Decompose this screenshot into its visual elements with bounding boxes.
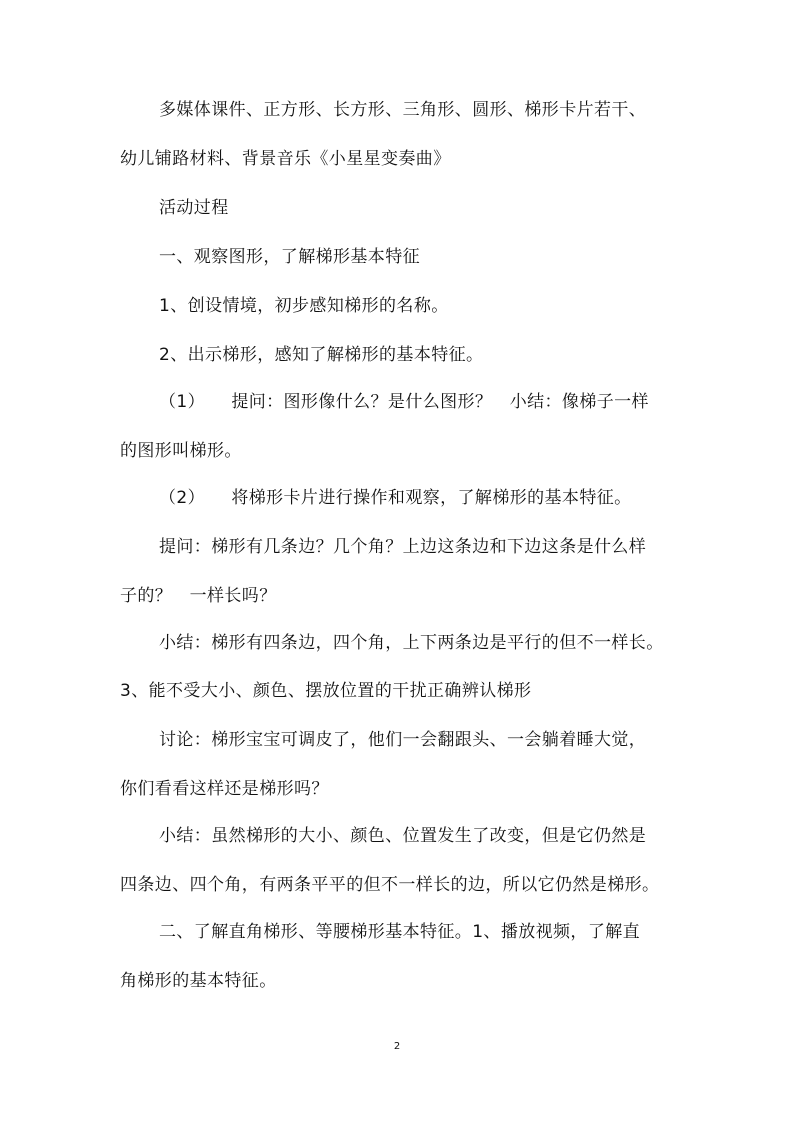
text-line: 一、观察图形，了解梯形基本特征 [159, 247, 420, 267]
text-line: 小结：梯形有四条边，四个角，上下两条边是平行的但不一样长。 [159, 633, 664, 653]
text-line: 3、能不受大小、颜色、摆放位置的干扰正确辨认梯形 [120, 681, 532, 701]
text-line: 2、出示梯形，感知了解梯形的基本特征。 [159, 345, 484, 365]
text-line: 讨论：梯形宝宝可调皮了，他们一会翻跟头、一会躺着睡大觉， [159, 730, 647, 750]
text-line: （1） 提问：图形像什么？是什么图形？ 小结：像梯子一样 [159, 392, 649, 412]
text-line: 活动过程 [159, 198, 229, 218]
text-line: 多媒体课件、正方形、长方形、三角形、圆形、梯形卡片若干、 [159, 100, 647, 120]
text-line: 提问：梯形有几条边？几个角？上边这条边和下边这条是什么样 [159, 537, 647, 557]
text-line: 小结：虽然梯形的大小、颜色、位置发生了改变，但是它仍然是 [159, 826, 647, 846]
text-line: 1、创设情境，初步感知梯形的名称。 [159, 296, 449, 316]
text-line: 二、了解直角梯形、等腰梯形基本特征。1、播放视频，了解直 [159, 922, 641, 942]
text-line: 角梯形的基本特征。 [120, 971, 277, 991]
text-line: 你们看看这样还是梯形吗？ [120, 779, 329, 799]
text-line: 四条边、四个角，有两条平平的但不一样长的边，所以它仍然是梯形。 [120, 875, 660, 895]
page-number: 2 [393, 1041, 401, 1052]
text-line: （2） 将梯形卡片进行操作和观察，了解梯形的基本特征。 [159, 488, 632, 508]
text-line: 的图形叫梯形。 [120, 441, 242, 461]
text-line: 子的？ 一样长吗？ [120, 586, 277, 606]
text-line: 幼儿铺路材料、背景音乐《小星星变奏曲》 [120, 149, 451, 169]
